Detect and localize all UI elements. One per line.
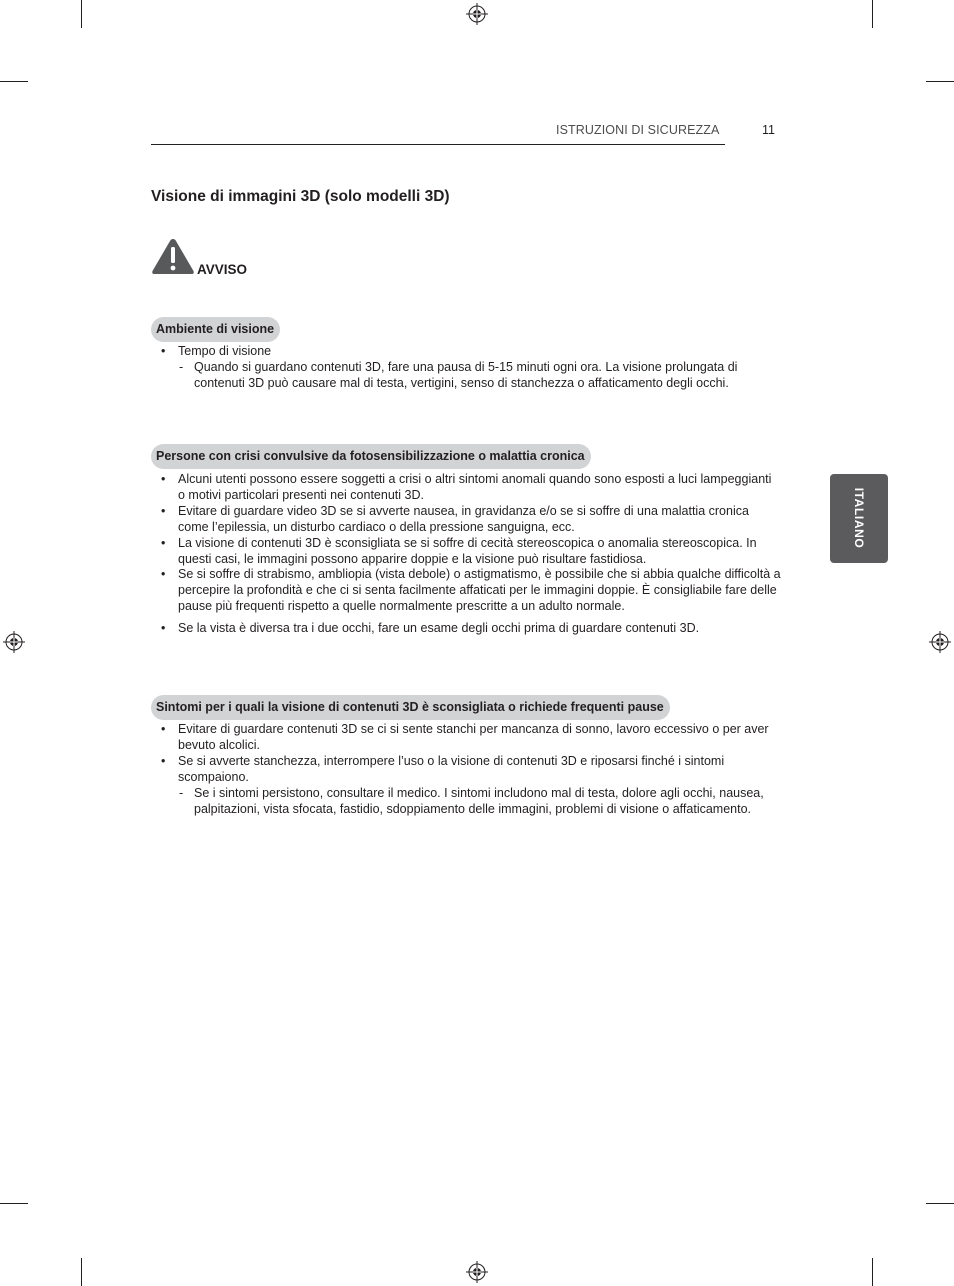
sub-list-item bbox=[151, 786, 781, 818]
running-header-title: ISTRUZIONI DI SICUREZZA bbox=[556, 123, 720, 137]
bullet-marker: • bbox=[161, 621, 166, 636]
list-item bbox=[151, 621, 781, 637]
bullet-marker: • bbox=[161, 503, 166, 518]
crop-mark bbox=[0, 81, 28, 82]
list-item bbox=[151, 536, 781, 568]
registration-mark-icon bbox=[466, 1261, 488, 1283]
language-side-tab-label: ITALIANO bbox=[852, 487, 866, 549]
list-item bbox=[151, 722, 781, 754]
crop-mark bbox=[926, 81, 954, 82]
bullet-marker: • bbox=[161, 722, 166, 736]
list-item bbox=[151, 344, 781, 360]
registration-mark-icon bbox=[929, 631, 951, 653]
list-item bbox=[151, 504, 781, 536]
bullet-marker: • bbox=[161, 567, 166, 582]
list-item-text: Se si avverte stanchezza, interrompere l’uso o la visione di contenuti 3D e riposarsi finché i sintomi scompaiono. bbox=[178, 753, 725, 784]
list-item-text: Se si soffre di strabismo, ambliopia (vista debole) o astigmatismo, è possibile che si abbia qualche difficoltà a percepire la profondità e che ci si senta facilmente affaticati per le immagini doppie. È consigliabile fare delle pause più frequenti rispetto a quelle normalmente prescritte a un adulto normale. bbox=[178, 567, 781, 614]
bullet-marker: • bbox=[161, 753, 166, 768]
list-item-text: Alcuni utenti possono essere soggetti a crisi o altri sintomi anomali quando sono esposti a luci lampeggianti o motivi particolari presenti nei contenuti 3D. bbox=[178, 472, 772, 502]
registration-mark-icon bbox=[3, 631, 25, 653]
bullet-marker: • bbox=[161, 535, 166, 550]
crop-mark bbox=[872, 0, 873, 28]
crop-mark bbox=[81, 1258, 82, 1286]
list-item bbox=[151, 472, 781, 504]
bullet-marker: • bbox=[161, 472, 166, 486]
registration-mark-icon bbox=[466, 3, 488, 25]
bullet-list bbox=[151, 722, 781, 817]
subsection-heading: Persone con crisi convulsive da fotosensibilizzazione o malattia cronica bbox=[151, 444, 591, 469]
list-item-text: La visione di contenuti 3D è sconsigliata se si soffre di cecità stereoscopica o anomalia stereoscopica. In questi casi, le immagini possono apparire doppie e la visione può risultare fastidiosa. bbox=[178, 535, 757, 566]
language-side-tab bbox=[830, 474, 888, 563]
dash-marker: - bbox=[179, 785, 184, 800]
crop-mark bbox=[0, 1203, 28, 1204]
list-item-text: Evitare di guardare video 3D se si avverte nausea, in gravidanza e/o se si soffre di una malattia cronica come l’epilessia, un disturbo cardiaco o della pressione sanguigna, ecc. bbox=[178, 503, 749, 534]
crop-mark bbox=[872, 1258, 873, 1286]
bullet-list bbox=[151, 472, 781, 637]
dash-marker: - bbox=[179, 359, 184, 374]
list-item-text: Evitare di guardare contenuti 3D se ci si sente stanchi per mancanza di sonno, lavoro eccessivo o per aver bevuto alcolici. bbox=[178, 722, 769, 752]
sub-list-item-text: Quando si guardano contenuti 3D, fare una pausa di 5-15 minuti ogni ora. La visione prolungata di contenuti 3D può causare mal di testa, vertigini, senso di stanchezza o affaticamento degli occhi. bbox=[194, 359, 738, 390]
bullet-list bbox=[151, 344, 781, 392]
warning-triangle-icon bbox=[151, 238, 195, 275]
sub-list-item bbox=[151, 360, 781, 392]
crop-mark bbox=[926, 1203, 954, 1204]
subsection-heading: Sintomi per i quali la visione di contenuti 3D è sconsigliata o richiede frequenti pause bbox=[151, 695, 670, 720]
list-item-text: Se la vista è diversa tra i due occhi, fare un esame degli occhi prima di guardare contenuti 3D. bbox=[178, 621, 700, 636]
subsection-heading: Ambiente di visione bbox=[151, 317, 280, 342]
list-item-text: Tempo di visione bbox=[178, 344, 272, 358]
list-item bbox=[151, 754, 781, 786]
header-divider bbox=[151, 144, 725, 145]
list-item bbox=[151, 567, 781, 615]
warning-label: AVVISO bbox=[197, 262, 248, 277]
crop-mark bbox=[81, 0, 82, 28]
sub-list-item-text: Se i sintomi persistono, consultare il medico. I sintomi includono mal di testa, dolore agli occhi, nausea, palpitazioni, vista sfocata, fastidio, sdoppiamento delle immagini, problemi di visione o affaticamento. bbox=[194, 785, 764, 816]
section-title: Visione di immagini 3D (solo modelli 3D) bbox=[151, 188, 450, 205]
bullet-marker: • bbox=[161, 344, 166, 358]
page-number: 11 bbox=[762, 123, 775, 137]
